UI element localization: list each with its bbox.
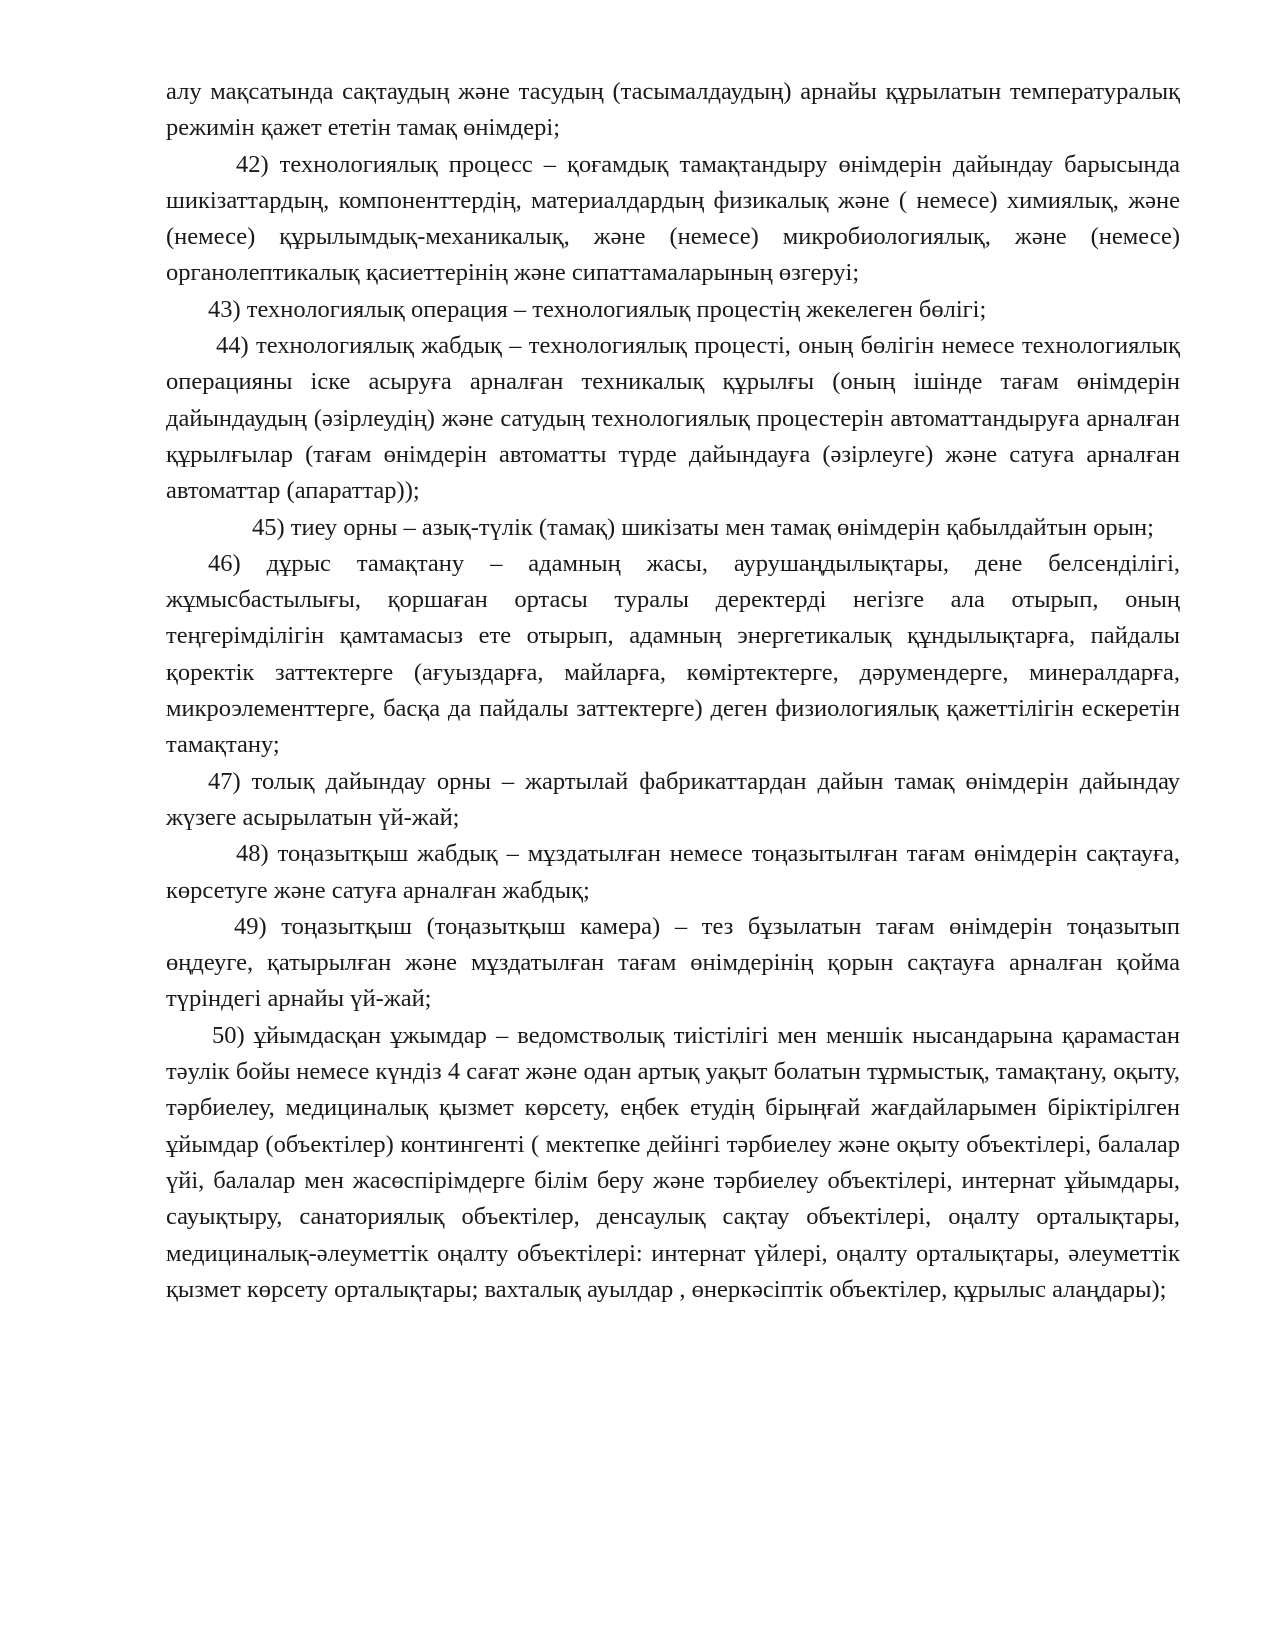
paragraph-41-continued: алу мақсатында сақтаудың және тасудың (тасымалдаудың) арнайы құрылатын температуралық режимін қажет ететін тамақ өнімдері; (166, 78, 1180, 142)
paragraph-46: 46) дұрыс тамақтану – адамның жасы, аурушаңдылықтары, дене белсенділігі, жұмысбастылығы, қоршаған ортасы туралы деректерді негізге ала отырып, оның теңгерімділігін қамтамасыз ете отырып, адамның энергетикалық құндылықтарға, пайдалы қоректік заттектерге (ағуыздарға, майларға, көміртектерге, дәрумендерге, минералдарға, микроэлементтерге, басқа да пайдалы заттектерге) деген физиологиялық қажеттілігін ескеретін тамақтану; (166, 549, 1180, 759)
paragraph-43: 43) технологиялық операция – технологиялық процестің жекелеген бөлігі; (208, 295, 987, 323)
paragraph-47: 47) толық дайындау орны – жартылай фабрикаттардан дайын тамақ өнімдерін дайындау жүзеге асырылатын үй-жай; (166, 767, 1180, 831)
paragraph-48: 48) тоңазытқыш жабдық – мұздатылған немесе тоңазытылған тағам өнімдерін сақтауға, көрсетуге және сатуға арналған жабдық; (166, 840, 1180, 904)
paragraph-44: 44) технологиялық жабдық – технологиялық процесті, оның бөлігін немесе технологиялық операцияны іске асыруға арналған техникалық құрылғы (оның ішінде тағам өнімдерін дайындаудың (әзірлеудің) және сатудың технологиялық процестерін автоматтандыруға арналған құрылғылар (тағам өнімдерін автоматты түрде дайындауға (әзірлеуге) және сатуға арналған автоматтар (апараттар)); (166, 332, 1180, 505)
document-body (166, 74, 1180, 1308)
paragraph-50: 50) ұйымдасқан ұжымдар – ведомстволық тиістілігі мен меншік нысандарына қарамастан тәулік бойы немесе күндіз 4 сағат және одан артық уақыт болатын тұрмыстық, тамақтану, оқыту, тәрбиелеу, медициналық қызмет көрсету, еңбек етудің бірыңғай жағдайларымен біріктірілген ұйымдар (объектілер) контингенті ( мектепке дейінгі тәрбиелеу және оқыту объектілері, балалар үйі, балалар мен жасөспірімдерге білім беру және тәрбиелеу объектілері, интернат ұйымдары, сауықтыру, санаториялық объектілер, денсаулық сақтау объектілері, оңалту орталықтары, медициналық-әлеуметтік оңалту объектілері: интернат үйлері, оңалту орталықтары, әлеуметтік қызмет көрсету орталықтары; вахталық ауылдар , өнеркәсіптік объектілер, құрылыс алаңдары); (166, 1021, 1180, 1303)
paragraph-49: 49) тоңазытқыш (тоңазытқыш камера) – тез бұзылатын тағам өнімдерін тоңазытып өңдеуге, қатырылған және мұздатылған тағам өнімдерінің қорын сақтауға арналған қойма түріндегі арнайы үй-жай; (166, 912, 1180, 1013)
paragraph-42: 42) технологиялық процесс – қоғамдық тамақтандыру өнімдерін дайындау барысында шикізаттардың, компоненттердің, материалдардың физикалық және ( немесе) химиялық, және (немесе) құрылымдық-механикалық, және (немесе) микробиологиялық, және (немесе) органолептикалық қасиеттерінің және сипаттамаларының өзгеруі; (166, 150, 1180, 287)
paragraph-45: 45) тиеу орны – азық-түлік (тамақ) шикізаты мен тамақ өнімдерін қабылдайтын орын; (252, 513, 1154, 541)
